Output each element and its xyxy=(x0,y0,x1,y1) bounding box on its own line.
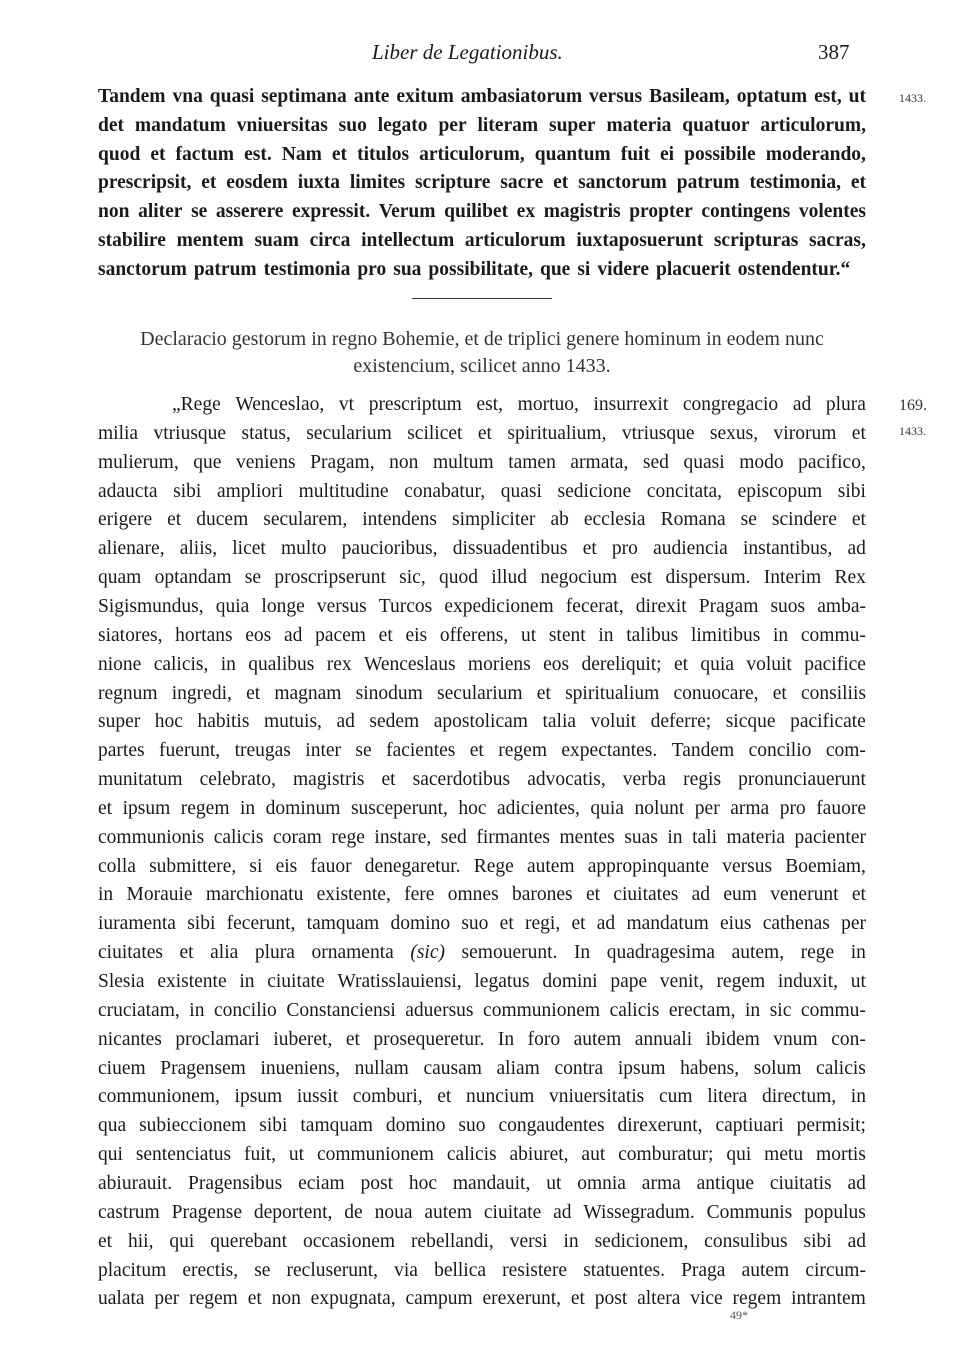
section-divider xyxy=(412,298,552,299)
para2-line: ualata per regem et non expugnata, campum erexerunt, et post altera vice regem intrantem xyxy=(98,1288,866,1310)
para2-line: et hii, qui querebant occasionem rebellandi, versi in sedicionem, consulibus sibi ad xyxy=(98,1230,866,1252)
section-heading-line-1: Declaracio gestorum in regno Bohemie, et de triplici genere hominum in eodem nunc xyxy=(140,328,824,350)
para2-line: quam optandam se proscripserunt sic, quod illud negocium est dispersum. Interim Rex xyxy=(98,567,866,589)
para2-line: et ipsum regem in dominum susceperunt, hoc adicientes, quia nolunt per arma pro fauore xyxy=(98,797,866,819)
para2-line: siatores, hortans eos ad pacem et eis offerens, ut stent in talibus limitibus in commu- xyxy=(98,624,866,646)
para2-line: in Morauie marchionatu existente, fere omnes barones et ciuitates ad eum venerunt et xyxy=(98,884,866,906)
para2-line: communionis calicis coram rege instare, sed firmantes mentes suas in tali materia pacienter xyxy=(98,826,866,848)
para2-line: alienare, aliis, licet multo paucioribus, dissuadentibus et pro audiencia instantibus, ad xyxy=(98,538,866,560)
para2-line: mulierum, que veniens Pragam, non multum tamen armata, sed quasi modo pacifico, xyxy=(98,451,866,473)
para2-line: Sigismundus, quia longe versus Turcos expedicionem fecerat, direxit Pragam suos amba- xyxy=(98,595,866,617)
margin-folio-note: 169. xyxy=(899,397,927,414)
para2-line: castrum Pragense deportent, de noua autem ciuitate ad Wissegradum. Communis populus xyxy=(98,1201,866,1223)
para1-line: det mandatum vniuersitas suo legato per literam super materia quatuor articulorum, xyxy=(98,114,866,136)
para2-line: qua subieccionem sibi tamquam domino suo congaudentes direxerunt, captiuari permisit; xyxy=(98,1115,866,1137)
para1-line: quod et factum est. Nam et titulos articulorum, quantum fuit ei possibile moderando, xyxy=(98,143,866,165)
para2-line: regnum ingredi, et magnam sinodum secularium et spiritualium conuocare, et consiliis xyxy=(98,682,866,704)
para2-line: „Rege Wenceslao, vt prescriptum est, mortuo, insurrexit congregacio ad plura xyxy=(172,394,866,415)
section-heading-line-2: existencium, scilicet anno 1433. xyxy=(353,355,611,377)
para2-line: nicantes proclamari iuberet, et prosequeretur. In foro autem annuali ibidem vnum con- xyxy=(98,1028,866,1050)
para2-line: iuramenta sibi fecerunt, tamquam domino suo et regi, et ad mandatum eius cathenas per xyxy=(98,913,866,935)
para2-line: super hoc habitis mutuis, ad sedem apostolicam talia voluit deferre; sicque pacificate xyxy=(98,711,866,733)
para2-line: partes fuerunt, treugas inter se facientes et regem expectantes. Tandem concilio com- xyxy=(98,740,866,762)
para2-line: adaucta sibi ampliori multitudine conabatur, quasi sedicione concitata, episcopum sibi xyxy=(98,480,866,502)
para1-line: non aliter se asserere expressit. Verum quilibet ex magistris propter contingens volentes xyxy=(98,201,866,223)
para2-line: qui sentenciatus fuit, ut communionem calicis abiuret, aut comburatur; qui metu mortis xyxy=(98,1144,866,1166)
para2-line: colla submittere, si eis fauor denegaretur. Rege autem appropinquante versus Boemiam, xyxy=(98,855,866,877)
para1-line: prescripsit, et eosdem iuxta limites scripture sacre et sanctorum patrum testimonia, et xyxy=(98,172,866,194)
para2-line: ciuem Pragensem inueniens, nullam causam aliam contra ipsum habens, solum calicis xyxy=(98,1057,866,1079)
margin-year-note: 1433. xyxy=(899,91,926,105)
para2-line: Slesia existente in ciuitate Wratisslauiensi, legatus domini pape venit, regem induxit, ut xyxy=(98,971,866,992)
para2-line: erigere et ducem secularem, intendens simpliciter ab ecclesia Romana se scindere et xyxy=(98,509,866,531)
para2-line: abiurauit. Pragensibus eciam post hoc mandauit, ut omnia arma antique ciuitatis ad xyxy=(98,1172,866,1194)
para2-line: nione calicis, in qualibus rex Wenceslaus moriens eos dereliquit; et quia voluit pacifice xyxy=(98,653,866,675)
para2-line: placitum erectis, se recluserunt, via bellica resistere statuentes. Praga autem circum- xyxy=(98,1259,866,1281)
para2-line: communionem, ipsum iussit comburi, et nuncium vniuersitatis cum litera directum, in xyxy=(98,1086,866,1108)
para2-line: ciuitates et alia plura ornamenta (sic) semouerunt. In quadragesima autem, rege in xyxy=(98,942,866,964)
running-title: Liber de Legationibus. xyxy=(372,40,563,64)
para2-line: munitatum celebrato, magistris et sacerdotibus advocatis, verba regis pronunciauerunt xyxy=(98,769,866,791)
para1-line: sanctorum patrum testimonia pro sua possibilitate, que si videre placuerit ostendentur.“ xyxy=(98,258,851,280)
para1-line: stabilire mentem suam circa intellectum articulorum iuxtaposuerunt scripturas sacras, xyxy=(98,230,866,251)
para1-line: Tandem vna quasi septimana ante exitum ambasiatorum versus Basileam, optatum est, ut xyxy=(98,86,866,107)
margin-year-note-2: 1433. xyxy=(899,424,926,438)
para2-line: milia vtriusque status, secularium scilicet et spiritualium, vtriusque sexus, virorum et xyxy=(98,422,866,444)
signature-mark: 49* xyxy=(730,1308,748,1322)
page-number: 387 xyxy=(818,40,850,64)
para2-line: cruciatam, in concilio Constanciensi aduersus communionem calicis erectam, in sic commu- xyxy=(98,999,866,1021)
